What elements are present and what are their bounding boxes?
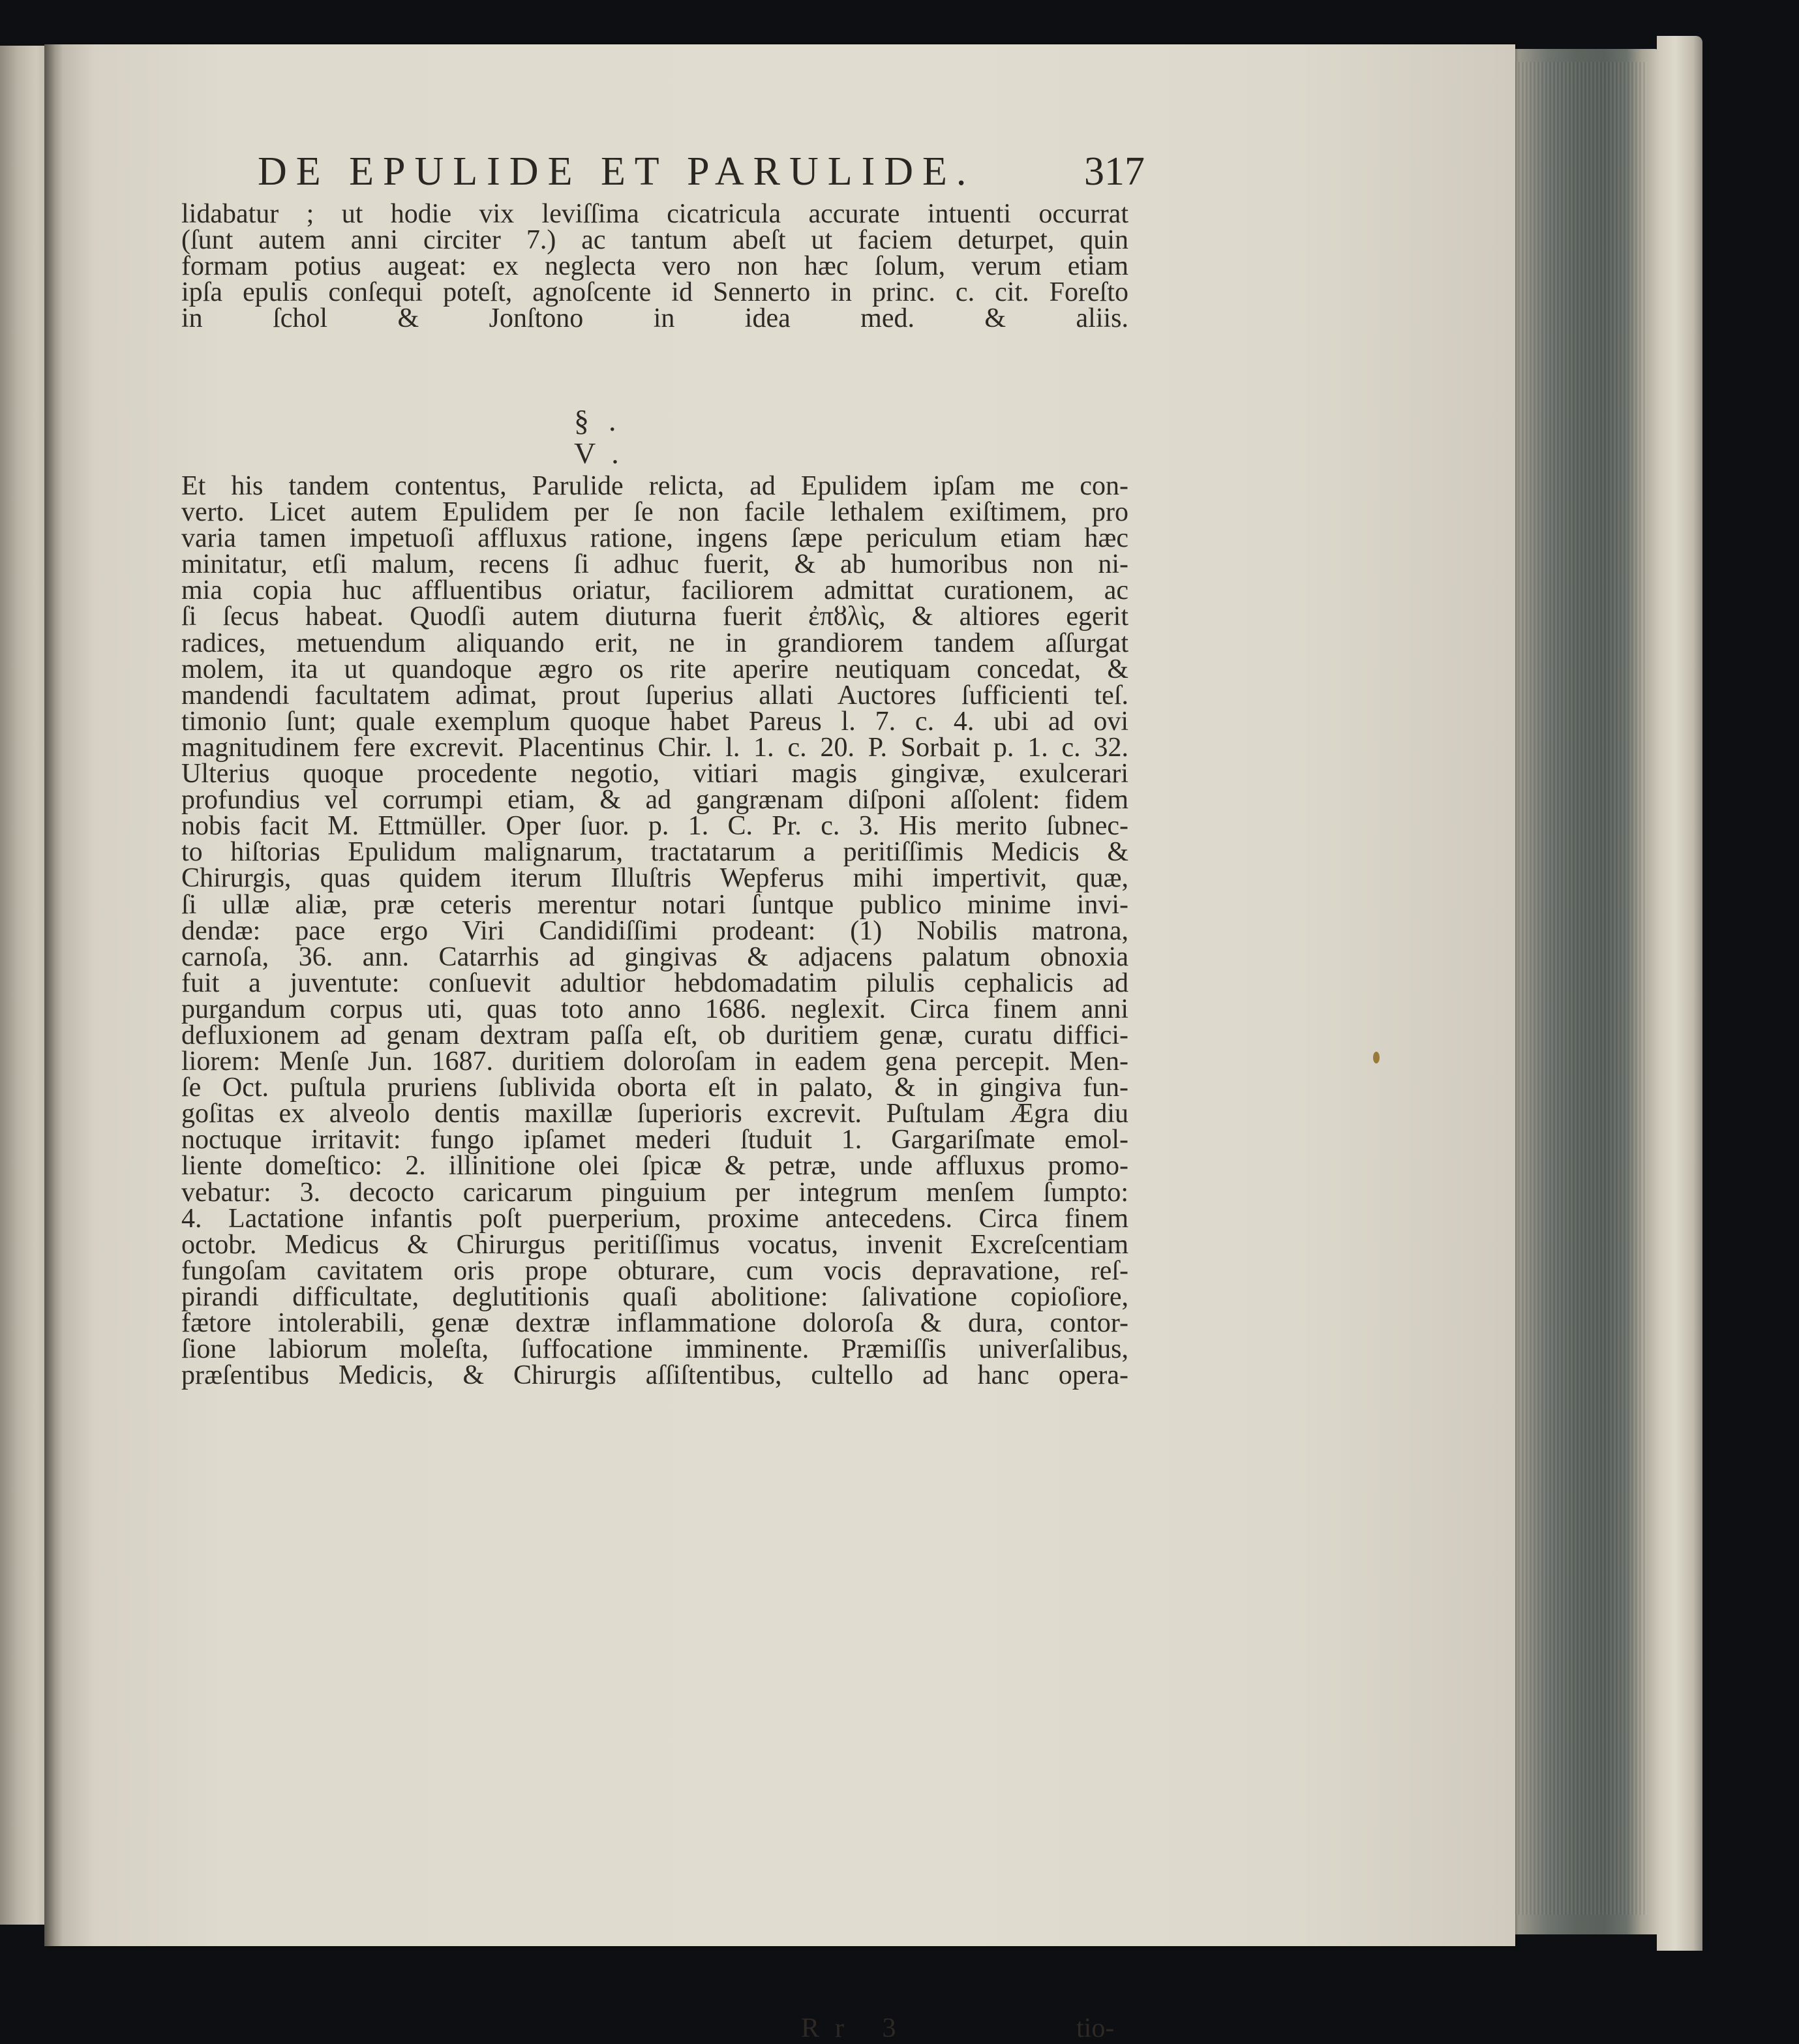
text-line: mandendi facultatem adimat, prout ſuperius allati Auctores ſufficienti teſ. (181, 680, 1128, 710)
text-line: ſi ſecus habeat. Quodſi autem diuturna fuerit ἐπȣλὶς, & altiores egerit (181, 602, 1128, 632)
text-line: carnoſa, 36. ann. Catarrhis ad gingivas & adjacens palatum obnoxia (181, 941, 1128, 972)
running-head: DE EPULIDE ET PARULIDE. (258, 149, 976, 194)
text-line: in ſchol & Jonſtono in idea med. & aliis. (181, 303, 1128, 334)
text-line: radices, metuendum aliquando erit, ne in grandiorem tandem aſſurgat (181, 628, 1128, 658)
signature-mark: Rr 3 (801, 2013, 912, 2043)
text-line: octobr. Medicus & Chirurgus peritiſſimus vocatus, invenit Excreſcentiam (181, 1229, 1128, 1260)
text-line: timonio ſunt; quale exemplum quoque habet Pareus l. 7. c. 4. ubi ad ovi (181, 706, 1128, 737)
text-line: purgandum corpus uti, quas toto anno 1686. neglexit. Circa finem anni (181, 994, 1128, 1024)
text-line: goſitas ex alveolo dentis maxillæ ſuperioris excrevit. Puſtulam Ægra diu (181, 1099, 1128, 1129)
paragraph-2 (181, 471, 1128, 1391)
text-line: molem, ita ut quandoque ægro os rite aperire neutiquam concedat, & (181, 654, 1128, 684)
text-line: minitatur, etſi malum, recens ſi adhuc fuerit, & ab humoribus non ni- (181, 549, 1128, 580)
text-line: pirandi difficultate, deglutitionis quaſi abolitione: ſalivatione copioſiore, (181, 1281, 1128, 1312)
text-line: Chirurgis, quas quidem iterum Illuſtris Wepferus mihi impertivit, quæ, (181, 863, 1128, 894)
text-line: lidabatur ; ut hodie vix leviſſima cicatricula accurate intuenti occurrat (181, 199, 1128, 229)
text-line: ſe Oct. puſtula pruriens ſublivida oborta eſt in palato, & in gingiva fun- (181, 1073, 1128, 1103)
text-line: 4. Lactatione infantis poſt puerperium, proxime antecedens. Circa finem (181, 1203, 1128, 1234)
text-line: liente domeſtico: 2. illinitione olei ſpicæ & petræ, unde affluxus promo- (181, 1151, 1128, 1182)
text-line: verto. Licet autem Epulidem per ſe non facile lethalem exiſtimem, pro (181, 497, 1128, 528)
left-page-edge (0, 46, 51, 1925)
text-line: mia copia huc affluentibus oriatur, faciliorem admittat curationem, ac (181, 575, 1128, 606)
text-line: ſi ullæ aliæ, præ ceteris merentur notari ſuntque publico minime invi- (181, 889, 1128, 920)
text-line: magnitudinem fere excrevit. Placentinus Chir. l. 1. c. 20. P. Sorbait p. 1. c. 32. (181, 732, 1128, 763)
text-line: præſentibus Medicis, & Chirurgis aſſiſtentibus, cultello ad hanc opera- (181, 1360, 1128, 1391)
fore-edge-leaves (1500, 62, 1647, 1915)
text-line: fuit a juventute: conſuevit adultior hebdomadatim pilulis cephalicis ad (181, 968, 1128, 998)
text-line: Et his tandem contentus, Parulide relicta, ad Epulidem ipſam me con- (181, 471, 1128, 501)
section-heading: §. V. (574, 404, 639, 470)
text-line: (ſunt autem anni circiter 7.) ac tantum abeſt ut faciem deturpet, quin (181, 225, 1128, 256)
page-number: 317 (1084, 149, 1145, 194)
book-cover-board (1657, 36, 1702, 1951)
running-header (258, 149, 1145, 194)
text-line: to hiſtorias Epulidum malignarum, tractatarum a peritiſſimis Medicis & (181, 837, 1128, 868)
text-line: vebatur: 3. decocto caricarum pinguium per integrum menſem ſumpto: (181, 1177, 1128, 1208)
paragraph-1 (181, 199, 1128, 334)
text-line: dendæ: pace ergo Viri Candidiſſimi prodeant: (1) Nobilis matrona, (181, 915, 1128, 946)
text-line: varia tamen impetuoſi affluxus ratione, ingens ſæpe periculum etiam hæc (181, 523, 1128, 554)
text-line: ipſa epulis conſequi poteſt, agnoſcente id Sennerto in princ. c. cit. Foreſto (181, 277, 1128, 308)
text-line: defluxionem ad genam dextram paſſa eſt, ob duritiem genæ, curatu diffici- (181, 1020, 1128, 1050)
text-line: Ulterius quoque procedente negotio, vitiari magis gingivæ, exulcerari (181, 759, 1128, 789)
text-line: fætore intolerabili, genæ dextræ inflammatione doloroſa & dura, contor- (181, 1308, 1128, 1338)
text-line: noctuque irritavit: fungo ipſamet mederi ſtuduit 1. Gargariſmate emol- (181, 1125, 1128, 1155)
text-line: profundius vel corrumpi etiam, & ad gangrænam diſponi aſſolent: fidem (181, 785, 1128, 816)
catchword: tio- (1076, 2013, 1115, 2043)
text-line: nobis facit M. Ettmüller. Oper ſuor. p. 1. C. Pr. c. 3. His merito ſubnec- (181, 811, 1128, 842)
text-line: formam potius augeat: ex neglecta vero non hæc ſolum, verum etiam (181, 251, 1128, 282)
foxing-spot (1373, 1052, 1380, 1063)
gutter-shadow (44, 44, 63, 1946)
text-line: ſione labiorum moleſta, ſuffocatione imminente. Præmiſſis univerſalibus, (181, 1334, 1128, 1365)
text-line: liorem: Menſe Jun. 1687. duritiem doloroſam in eadem gena percepit. Men- (181, 1046, 1128, 1077)
text-line: fungoſam cavitatem oris prope obturare, cum vocis depravatione, reſ- (181, 1255, 1128, 1286)
